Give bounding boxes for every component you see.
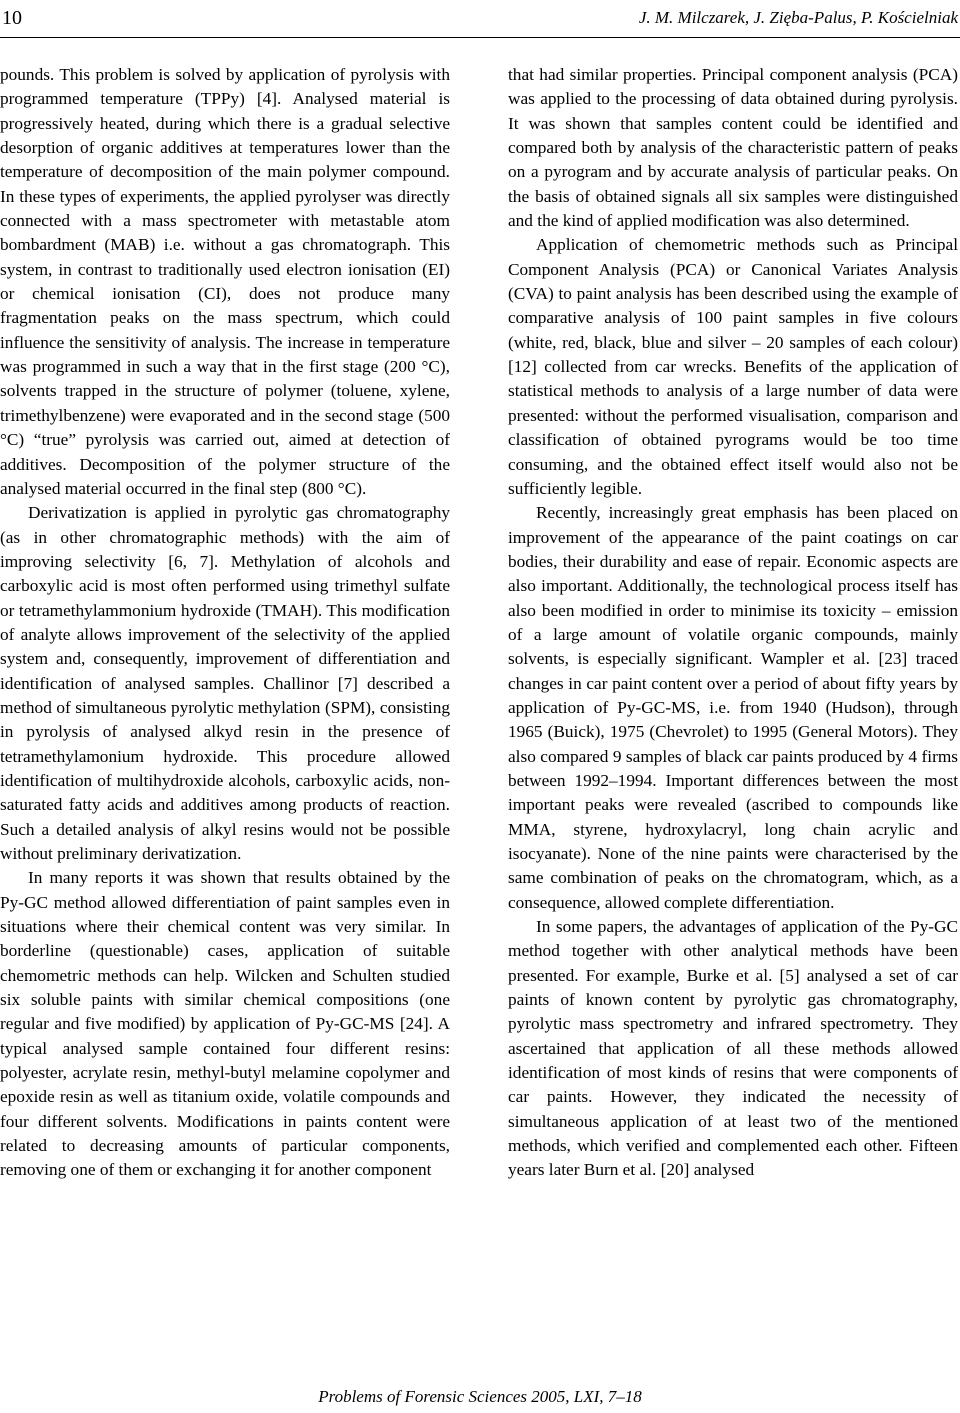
paragraph: In many reports it was shown that results obtained by the Py-GC method allowed differentiation of paint samples even in situations where their chemical content was very similar. In borderline (questionable) cases, application of suitable chemometric methods can help. Wilcken and Schulten studied six soluble paints with similar chemical compositions (one regular and five modified) by application of Py-GC-MS [24]. A typical analysed sample contained four different resins: polyester, acrylate resin, methyl-butyl melamine copolymer and epoxide resin as well as titanium oxide, volatile compounds and four different solvents. Modifications in paints content were related to decreasing amounts of particular components, removing one of them or exchanging it for another component bbox=[0, 868, 450, 1180]
journal-footer: Problems of Forensic Sciences 2005, LXI, 7–18 bbox=[318, 1387, 642, 1406]
paragraph: In some papers, the advantages of application of the Py-GC method together with other analytical methods have been presented. For example, Burke et al. [5] analysed a set of car paints of known content by pyrolytic gas chromatography, pyrolytic mass spectrometry and infrared spectrometry. They ascertained that application of all these methods allowed identification of most kinds of resins that were components of car paints. However, they indicated the necessity of simultaneous application of at least two of the mentioned methods, which verified and complemented each other. Fifteen years later Burn et al. [20] analysed bbox=[508, 917, 958, 1180]
paragraph: Derivatization is applied in pyrolytic gas chromatography (as in other chromatographic methods) with the aim of improving selectivity [6, 7]. Methylation of alcohols and carboxylic acid is most often performed using trimethyl sulfate or tetramethylammonium hydroxide (TMAH). This modification of analyte allows improvement of the selectivity of the applied system and, consequently, improvement of differentiation and identification of analysed samples. Challinor [7] described a method of simultaneous pyrolytic methylation (SPM), consisting in pyrolysis of analysed alkyd resin in the presence of tetramethylamonium hydroxide. This procedure allowed identification of multihydroxide alcohols, carboxylic acids, non-saturated fatty acids and additives among products of reaction. Such a detailed analysis of alkyl resins would not be possible without preliminary derivatization. bbox=[0, 503, 450, 863]
right-column bbox=[508, 63, 958, 1183]
running-head: J. M. Milczarek, J. Zięba-Palus, P. Kościelniak bbox=[638, 8, 958, 27]
left-column bbox=[0, 63, 450, 1183]
paragraph: Recently, increasingly great emphasis has been placed on improvement of the appearance of the paint coatings on car bodies, their durability and ease of repair. Economic aspects are also important. Additionally, the technological process itself has also been modified in order to minimise its toxicity – emission of a large amount of volatile organic compounds, mainly solvents, is especially significant. Wampler et al. [23] traced changes in car paint content over a period of about fifty years by application of Py-GC-MS, i.e. from 1940 (Hudson), through 1965 (Buick), 1975 (Chevrolet) to 1995 (General Motors). They also compared 9 samples of black car paints produced by 4 firms between 1992–1994. Important differences between the most important peaks were revealed (ascribed to compounds like MMA, styrene, hydroxylacryl, long chain acrylic and isocyanate). None of the nine paints were characterised by the same combination of peaks on the chromatogram, which, as a consequence, allowed complete differentiation. bbox=[508, 503, 958, 912]
paragraph: Application of chemometric methods such as Principal Component Analysis (PCA) or Canonical Variates Analysis (CVA) to paint analysis has been described using the example of comparative analysis of 100 paint samples in five colours (white, red, black, blue and silver – 20 samples of each colour) [12] collected from car wrecks. Benefits of the application of statistical methods to analysis of a large number of data were presented: without the performed visualisation, comparison and classification of obtained pyrograms would be too time consuming, and the obtained effect itself would also not be sufficiently legible. bbox=[508, 235, 958, 498]
page-number: 10 bbox=[2, 7, 22, 29]
paragraph: pounds. This problem is solved by application of pyrolysis with programmed temperature (TPPy) [4]. Analysed material is progressively heated, during which there is a gradual selective desorption of organic additives at temperatures lower than the temperature of decomposition of the main polymer compound. In these types of experiments, the applied pyrolyser was directly connected with a mass spectrometer with metastable atom bombardment (MAB) i.e. without a gas chromatograph. This system, in contrast to traditionally used electron ionisation (EI) or chemical ionisation (CI), does not produce many fragmentation peaks on the mass spectrum, which could influence the sensitivity of analysis. The increase in temperature was programmed in such a way that in the first stage (200 °C), solvents trapped in the structure of polymer (toluene, xylene, trimethylbenzene) were evaporated and in the second stage (500 °C) “true” pyrolysis was carried out, aimed at detection of additives. Decomposition of the polymer structure of the analysed material occurred in the final step (800 °C). bbox=[0, 65, 450, 498]
header-rule bbox=[0, 37, 960, 38]
paragraph: that had similar properties. Principal component analysis (PCA) was applied to the processing of data obtained during pyrolysis. It was shown that samples content could be identified and compared both by analysis of the characteristic pattern of peaks on a pyrogram and by accurate analysis of particular peaks. On the basis of obtained signals all six samples were distinguished and the kind of applied modification was also determined. bbox=[508, 65, 958, 231]
